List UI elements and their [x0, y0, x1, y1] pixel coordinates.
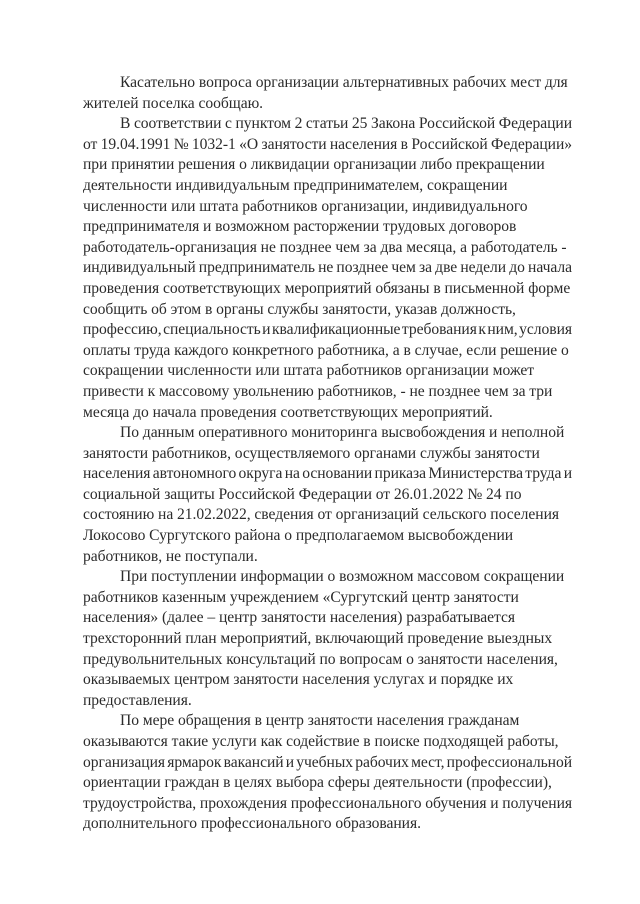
text-line: состоянию на 21.02.2022, сведения от организаций сельского поселения	[83, 506, 559, 524]
text-line: В соответствии с пунктом 2 статьи 25 Закона Российской Федерации	[120, 115, 572, 133]
text-line: оплаты труда каждого конкретного работника, а в случае, если решение о	[83, 341, 569, 359]
paragraph-mass-layoff	[83, 567, 572, 711]
text-line: По мере обращения в центр занятости населения гражданам	[120, 712, 520, 730]
text-line: По данным оперативного мониторинга высвобождения и неполной	[120, 424, 565, 442]
text-line: проведения соответствующих мероприятий обязаны в письменной форме	[83, 279, 571, 297]
text-line: предувольнительных консультаций по вопросам о занятости населения,	[83, 650, 558, 668]
text-line: привести к массовому увольнению работников, - не позднее чем за три	[83, 382, 553, 400]
text-line: организация ярмарок вакансий и учебных рабочих мест, профессиональной	[83, 753, 572, 771]
text-line: жителей поселка сообщаю.	[83, 94, 264, 112]
text-line: месяца до начала проведения соответствующих мероприятий.	[83, 403, 493, 421]
paragraph-monitoring	[83, 423, 572, 567]
text-line: социальной защиты Российской Федерации от 26.01.2022 № 24 по	[83, 485, 522, 503]
text-line: Касательно вопроса организации альтернативных рабочих мест для	[120, 74, 568, 91]
text-line: деятельности индивидуальным предпринимателем, сокращении	[83, 176, 508, 194]
text-line: профессию, специальность и квалификационные требования к ним, условия	[83, 321, 572, 339]
paragraph-legal-basis	[83, 114, 572, 423]
text-line: населения автономного округа на основании приказа Министерства труда и	[83, 465, 572, 483]
text-line: численности или штата работников организации, индивидуального	[83, 197, 528, 215]
text-line: предпринимателя и возможном расторжении трудовых договоров	[83, 218, 517, 236]
text-line: ориентации граждан в целях выбора сферы деятельности (профессии),	[83, 774, 552, 792]
paragraph-intro	[83, 73, 572, 114]
text-line: работников, не поступали.	[83, 547, 258, 565]
text-line: от 19.04.1991 № 1032-1 «О занятости населения в Российской Федерации»	[83, 135, 572, 153]
text-line: трудоустройства, прохождения профессионального обучения и получения	[83, 794, 572, 812]
text-line: Локосово Сургутского района о предполагаемом высвобождении	[83, 527, 514, 545]
text-line: населения» (далее – центр занятости населения) разрабатывается	[83, 609, 515, 627]
text-line: работодатель-организация не позднее чем за два месяца, а работодатель -	[83, 238, 567, 256]
text-line: при принятии решения о ликвидации организации либо прекращении	[83, 156, 545, 174]
paragraph-services	[83, 711, 572, 835]
text-line: дополнительного профессионального образования.	[83, 815, 421, 833]
text-line: оказываются такие услуги как содействие в поиске подходящей работы,	[83, 733, 559, 750]
text-line: сокращении численности или штата работников организации может	[83, 362, 535, 380]
document-page	[83, 73, 572, 835]
text-line: трехсторонний план мероприятий, включающий проведение выездных	[83, 630, 553, 648]
text-line: предоставления.	[83, 691, 192, 709]
text-line: При поступлении информации о возможном массовом сокращении	[120, 568, 565, 586]
text-line: занятости работников, осуществляемого органами службы занятости	[83, 444, 540, 462]
text-line: сообщить об этом в органы службы занятости, указав должность,	[83, 300, 516, 318]
text-line: работников казенным учреждением «Сургутский центр занятости	[83, 588, 519, 606]
text-line: индивидуальный предприниматель не позднее чем за две недели до начала	[83, 259, 572, 277]
text-line: оказываемых центром занятости населения услугах и порядке их	[83, 671, 514, 689]
